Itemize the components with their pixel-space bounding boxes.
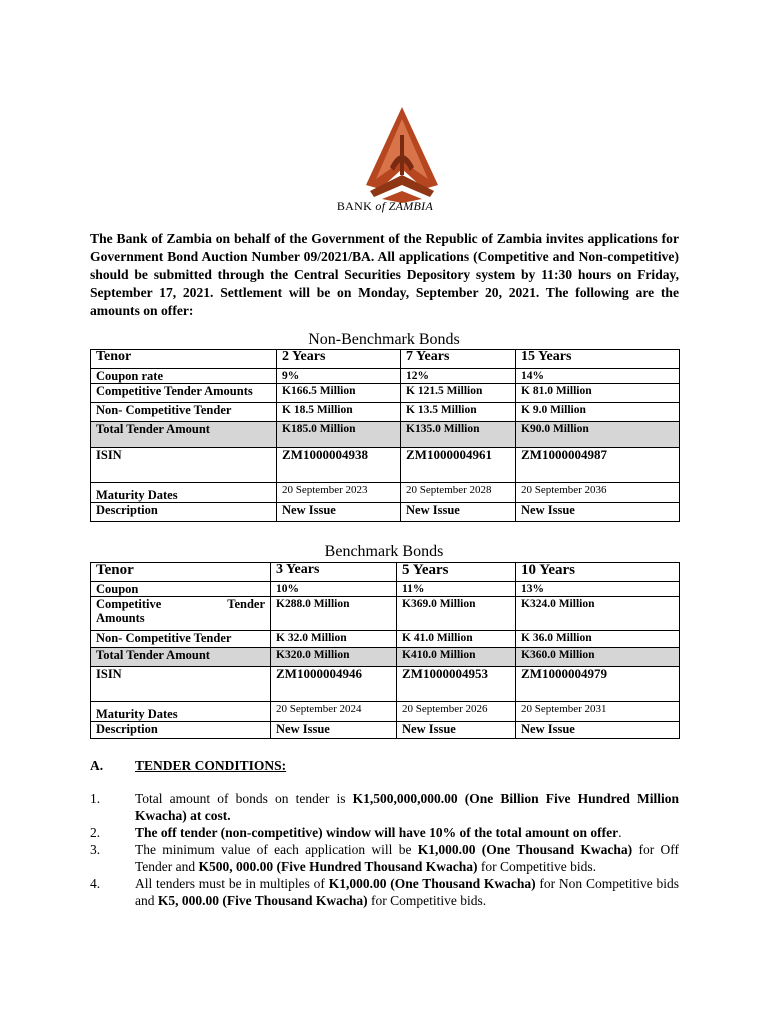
row-label-part: Amounts	[96, 611, 145, 625]
cell: K320.0 Million	[271, 648, 397, 667]
item-text: Total amount of bonds on tender is K1,500,000,000.00 (One Billion Five Hundred Million Kwacha) at cost.	[135, 791, 680, 823]
cell: ZM1000004987	[516, 448, 680, 483]
cell: K324.0 Million	[516, 597, 680, 631]
bank-name	[300, 199, 470, 214]
item-number: 3.	[90, 842, 101, 857]
cell: ZM1000004961	[401, 448, 516, 483]
cell: New Issue	[397, 722, 516, 739]
cell: 20 September 2028	[401, 483, 516, 503]
cell: New Issue	[516, 722, 680, 739]
cell: K 41.0 Million	[397, 631, 516, 648]
row-label: Description	[91, 722, 271, 739]
bank-name-suffix: ZAMBIA	[388, 199, 434, 213]
cell: K 13.5 Million	[401, 403, 516, 422]
table-row	[91, 448, 680, 483]
header-cell: 7 Years	[401, 350, 516, 369]
item-number: 2.	[90, 825, 101, 840]
header-cell: 3 Years	[271, 563, 397, 582]
intro-paragraph: The Bank of Zambia on behalf of the Government of the Republic of Zambia invites applications for Government Bond Auction Number 09/2021/BA. All applications (Competitive and Non-competitive) should be submitted through the Central Securities Depository system by 11:30 hours on Friday, September 17, 2021. Settlement will be on Monday, September 20, 2021. The following are the amounts on offer:	[90, 231, 679, 318]
item-text: All tenders must be in multiples of K1,000.00 (One Thousand Kwacha) for Non Competitive bids and K5, 000.00 (Five Thousand Kwacha) for Competitive bids.	[135, 876, 679, 908]
row-label-competitive-tender	[91, 597, 271, 631]
cell: K369.0 Million	[397, 597, 516, 631]
row-label-part: Competitive	[96, 597, 162, 611]
cell: ZM1000004953	[397, 667, 516, 702]
cell: K 121.5 Million	[401, 384, 516, 403]
cell: 14%	[516, 369, 680, 384]
cell: 9%	[277, 369, 401, 384]
cell: New Issue	[401, 503, 516, 522]
tender-conditions-heading	[90, 758, 286, 774]
cell: New Issue	[516, 503, 680, 522]
row-label: Non- Competitive Tender	[91, 403, 277, 422]
table-row	[91, 667, 680, 702]
row-label: Maturity Dates	[91, 702, 271, 722]
row-label: Competitive Tender Amounts	[91, 384, 277, 403]
cell: K 81.0 Million	[516, 384, 680, 403]
item-number: 4.	[90, 876, 101, 891]
header-cell: 10 Years	[516, 563, 680, 582]
list-item	[90, 790, 679, 824]
cell: K90.0 Million	[516, 422, 680, 448]
row-label: Total Tender Amount	[91, 422, 277, 448]
cell: K135.0 Million	[401, 422, 516, 448]
benchmark-title: Benchmark Bonds	[324, 543, 444, 560]
cell: ZM1000004946	[271, 667, 397, 702]
table-row	[91, 384, 680, 403]
tender-conditions-list	[90, 790, 679, 909]
table-header-row	[91, 563, 680, 582]
header-cell: 5 Years	[397, 563, 516, 582]
table-row	[91, 403, 680, 422]
cell: 20 September 2036	[516, 483, 680, 503]
table-row	[91, 722, 680, 739]
cell: 10%	[271, 582, 397, 597]
cell: 20 September 2023	[277, 483, 401, 503]
benchmark-table	[90, 562, 680, 739]
non-benchmark-title: Non-Benchmark Bonds	[308, 331, 460, 348]
bank-of-zambia-emblem-icon	[360, 105, 444, 205]
cell: K 18.5 Million	[277, 403, 401, 422]
table-row	[91, 631, 680, 648]
cell: K 9.0 Million	[516, 403, 680, 422]
table-row	[91, 483, 680, 503]
row-label: Maturity Dates	[91, 483, 277, 503]
cell: New Issue	[271, 722, 397, 739]
header-cell: Tenor	[91, 350, 277, 369]
section-title: TENDER CONDITIONS:	[135, 758, 287, 773]
table-row	[91, 702, 680, 722]
item-text: The minimum value of each application will be K1,000.00 (One Thousand Kwacha) for Off Tender and K500, 000.00 (Five Hundred Thousand Kwacha) for Competitive bids.	[135, 842, 679, 874]
cell: 11%	[397, 582, 516, 597]
cell: 12%	[401, 369, 516, 384]
table-header-row	[91, 350, 680, 369]
cell: K288.0 Million	[271, 597, 397, 631]
row-label: Non- Competitive Tender	[91, 631, 271, 648]
bank-name-of: of	[375, 199, 386, 213]
item-text: The off tender (non-competitive) window will have 10% of the total amount on offer.	[135, 825, 622, 840]
cell: 20 September 2031	[516, 702, 680, 722]
table-row	[91, 503, 680, 522]
table-row	[91, 597, 680, 631]
cell: 20 September 2024	[271, 702, 397, 722]
non-benchmark-table	[90, 349, 680, 522]
row-label: Coupon	[91, 582, 271, 597]
cell: New Issue	[277, 503, 401, 522]
header-cell: 2 Years	[277, 350, 401, 369]
header-cell: Tenor	[91, 563, 271, 582]
bank-name-prefix: BANK	[336, 199, 373, 213]
cell: K360.0 Million	[516, 648, 680, 667]
table-row	[91, 369, 680, 384]
cell: K185.0 Million	[277, 422, 401, 448]
cell: 13%	[516, 582, 680, 597]
row-label: ISIN	[91, 667, 271, 702]
cell: K166.5 Million	[277, 384, 401, 403]
item-number: 1.	[90, 791, 101, 806]
table-row	[91, 582, 680, 597]
section-letter: A.	[90, 758, 104, 773]
cell: K410.0 Million	[397, 648, 516, 667]
row-label: Total Tender Amount	[91, 648, 271, 667]
total-row	[91, 422, 680, 448]
cell: K 32.0 Million	[271, 631, 397, 648]
row-label-part: Tender	[227, 597, 265, 611]
row-label: Description	[91, 503, 277, 522]
row-label: Coupon rate	[91, 369, 277, 384]
cell: K 36.0 Million	[516, 631, 680, 648]
row-label: ISIN	[91, 448, 277, 483]
list-item	[90, 841, 679, 875]
total-row	[91, 648, 680, 667]
cell: ZM1000004979	[516, 667, 680, 702]
cell: 20 September 2026	[397, 702, 516, 722]
list-item	[90, 824, 679, 841]
cell: ZM1000004938	[277, 448, 401, 483]
list-item	[90, 875, 679, 909]
header-cell: 15 Years	[516, 350, 680, 369]
